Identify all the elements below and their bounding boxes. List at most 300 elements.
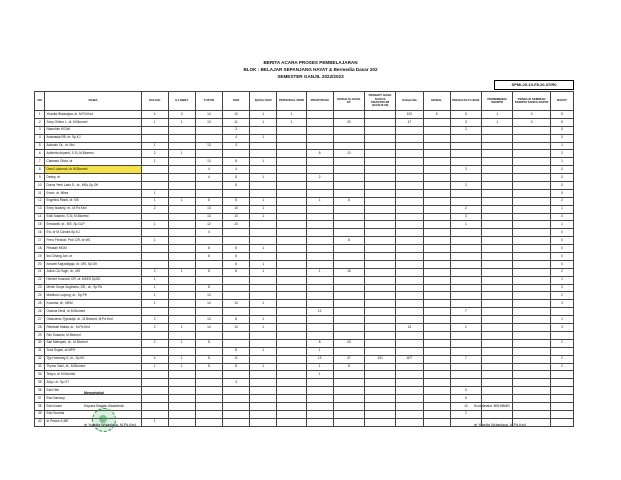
activity-count — [423, 418, 450, 426]
activity-count — [513, 221, 551, 229]
activity-count — [423, 150, 450, 158]
activity-count — [482, 221, 513, 229]
activity-count — [396, 213, 423, 221]
activity-count — [223, 292, 250, 300]
lecturer-name: Ferro Fendrat, Prof. DR, dr MS — [45, 237, 141, 245]
activity-count — [250, 339, 277, 347]
activity-count — [513, 355, 551, 363]
lecturer-name: Ismoeti Karjadidjaja, dr., MS, Sp.GK — [45, 260, 141, 268]
table-row — [35, 166, 574, 174]
activity-count — [396, 363, 423, 371]
row-number: 31 — [35, 347, 45, 355]
activity-count — [306, 118, 333, 126]
activity-count — [365, 134, 396, 142]
lecturer-name: Engelina Rianti, dr. MS — [45, 197, 141, 205]
activity-count: 4 — [223, 134, 250, 142]
activity-count — [365, 245, 396, 253]
activity-count — [141, 347, 168, 355]
activity-count — [333, 260, 364, 268]
activity-count — [423, 213, 450, 221]
activity-count — [277, 158, 306, 166]
activity-count — [450, 331, 481, 339]
activity-count — [396, 245, 423, 253]
row-number: 15 — [35, 221, 45, 229]
activity-count — [333, 229, 364, 237]
lecturer-name: Dewi Lukumah, dr M.Biomed — [45, 166, 141, 174]
activity-count — [450, 347, 481, 355]
activity-count — [513, 158, 551, 166]
activity-count — [141, 213, 168, 221]
activity-count: 12 — [306, 308, 333, 316]
activity-count: 7 — [450, 355, 481, 363]
activity-count — [513, 284, 551, 292]
activity-count: 1 — [482, 111, 513, 119]
activity-count: 3 — [450, 213, 481, 221]
lecturer-name: Rebekah Maida, dr., M.Pd.Ked — [45, 324, 141, 332]
activity-count: 8 — [195, 245, 222, 253]
activity-count — [396, 253, 423, 261]
activity-count — [141, 402, 168, 410]
activity-count — [423, 363, 450, 371]
activity-count: 8 — [306, 150, 333, 158]
activity-count — [223, 410, 250, 418]
activity-count — [250, 253, 277, 261]
lecturer-name: Teslyo, dr M.Biomed — [45, 371, 141, 379]
activity-count: 2 — [141, 316, 168, 324]
activity-count — [450, 197, 481, 205]
activity-count: 3 — [450, 118, 481, 126]
activity-count — [168, 205, 195, 213]
activity-count — [277, 316, 306, 324]
activity-count — [168, 418, 195, 426]
activity-count: 2 — [450, 410, 481, 418]
activity-count — [277, 379, 306, 387]
activity-count — [141, 260, 168, 268]
activity-count — [195, 410, 222, 418]
activity-count — [365, 324, 396, 332]
column-header: IQUAH SGD — [250, 92, 277, 111]
activity-count — [423, 300, 450, 308]
activity-count — [168, 300, 195, 308]
activity-count — [365, 205, 396, 213]
table-row — [35, 245, 574, 253]
activity-count — [223, 150, 250, 158]
activity-count — [365, 111, 396, 119]
activity-count: 407 — [396, 355, 423, 363]
activity-count — [513, 300, 551, 308]
table-row — [35, 189, 574, 197]
activity-count — [513, 324, 551, 332]
activity-count: 20 — [333, 118, 364, 126]
activity-count — [168, 410, 195, 418]
activity-count — [306, 229, 333, 237]
activity-count: 1 — [306, 197, 333, 205]
lecturer-name: Ariyo, dr. Sp.OT — [45, 379, 141, 387]
activity-count — [306, 166, 333, 174]
activity-count — [250, 308, 277, 316]
activity-count: 3 — [223, 142, 250, 150]
activity-count: 1 — [141, 197, 168, 205]
row-number: 19 — [35, 253, 45, 261]
table-row — [35, 324, 574, 332]
row-number: 13 — [35, 205, 45, 213]
activity-count — [396, 284, 423, 292]
table-row — [35, 300, 574, 308]
activity-count — [513, 229, 551, 237]
activity-count: 1 — [250, 363, 277, 371]
activity-count — [450, 260, 481, 268]
lecturer-name: Tomi Sujadi, dr.MPH — [45, 347, 141, 355]
column-header: PENGUJI HI UJIAN — [450, 92, 481, 111]
row-number: 38 — [35, 402, 45, 410]
activity-count — [423, 395, 450, 403]
activity-count: 2 — [450, 126, 481, 134]
activity-count — [277, 347, 306, 355]
activity-count — [423, 237, 450, 245]
activity-count — [396, 221, 423, 229]
lecturer-name: Ermy Iswanty, dr., M.Pd.Ked — [45, 205, 141, 213]
activity-count — [423, 379, 450, 387]
activity-count — [450, 292, 481, 300]
activity-count — [333, 245, 364, 253]
activity-count: 14 — [195, 324, 222, 332]
activity-count — [195, 126, 222, 134]
activity-count — [250, 379, 277, 387]
activity-count — [450, 237, 481, 245]
activity-count: 10 — [223, 205, 250, 213]
activity-count — [513, 245, 551, 253]
activity-count: 15 — [333, 268, 364, 276]
activity-count — [450, 300, 481, 308]
activity-count: 47 — [333, 355, 364, 363]
activity-count: 2 — [141, 339, 168, 347]
activity-count — [396, 418, 423, 426]
activity-count: 13 — [195, 205, 222, 213]
activity-count — [482, 331, 513, 339]
activity-count — [482, 166, 513, 174]
column-header: SOSIAL — [423, 92, 450, 111]
row-number: 28 — [35, 324, 45, 332]
activity-count — [482, 189, 513, 197]
activity-count: 4 — [141, 111, 168, 119]
activity-count — [396, 268, 423, 276]
activity-count — [550, 418, 573, 426]
activity-count: 8 — [223, 260, 250, 268]
activity-count — [513, 189, 551, 197]
row-number: 23 — [35, 284, 45, 292]
lecturer-name: Adonab, Dr., dr. Msi — [45, 142, 141, 150]
activity-count — [223, 189, 250, 197]
lecturer-name: dr Pesius K,ME — [45, 418, 141, 426]
activity-count — [223, 276, 250, 284]
activity-count — [195, 371, 222, 379]
activity-count: 47 — [396, 118, 423, 126]
lecturer-name: Erwin, dr. Mkes — [45, 189, 141, 197]
activity-count — [423, 260, 450, 268]
activity-count — [333, 402, 364, 410]
activity-count — [513, 402, 551, 410]
row-number: 1 — [35, 111, 45, 119]
activity-count: 1 — [550, 158, 573, 166]
activity-count — [306, 331, 333, 339]
activity-count — [333, 158, 364, 166]
activity-count — [223, 387, 250, 395]
activity-count: 6 — [450, 395, 481, 403]
activity-count — [423, 126, 450, 134]
activity-count — [450, 150, 481, 158]
activity-count — [223, 395, 250, 403]
activity-count — [141, 253, 168, 261]
activity-count — [365, 347, 396, 355]
activity-count: 1 — [141, 118, 168, 126]
activity-count: 2 — [550, 355, 573, 363]
activity-count — [141, 410, 168, 418]
activity-count — [333, 410, 364, 418]
activity-count — [396, 410, 423, 418]
activity-count — [277, 387, 306, 395]
activity-count — [482, 379, 513, 387]
activity-count — [141, 395, 168, 403]
row-number: 8 — [35, 166, 45, 174]
activity-count — [396, 402, 423, 410]
activity-count — [306, 387, 333, 395]
activity-count — [450, 276, 481, 284]
activity-count — [168, 260, 195, 268]
activity-count — [513, 308, 551, 316]
activity-count: 1 — [168, 324, 195, 332]
row-number: 17 — [35, 237, 45, 245]
activity-count: 1 — [250, 197, 277, 205]
table-row — [35, 182, 574, 190]
activity-count: 1 — [306, 347, 333, 355]
activity-count — [482, 355, 513, 363]
activity-count — [141, 371, 168, 379]
activity-count — [277, 221, 306, 229]
activity-count — [333, 300, 364, 308]
column-header: PENGUJI SEMINAR SKRIPSI TANDA RAPAT — [513, 92, 551, 111]
activity-count — [250, 189, 277, 197]
activity-count: 5 — [550, 118, 573, 126]
activity-count — [306, 111, 333, 119]
activity-count: 2 — [550, 363, 573, 371]
activity-count: 5 — [550, 111, 573, 119]
table-row — [35, 316, 574, 324]
activity-count: 13 — [396, 324, 423, 332]
activity-count: 8 — [195, 355, 222, 363]
activity-count — [450, 363, 481, 371]
activity-count — [250, 292, 277, 300]
activity-count — [277, 324, 306, 332]
activity-count: 8 — [223, 158, 250, 166]
activity-count: 1 — [141, 276, 168, 284]
right-signatory-name: dr Yuanita Wulanjaya, M.Pd.Ked — [474, 423, 526, 427]
activity-count — [482, 213, 513, 221]
activity-count: 3 — [513, 118, 551, 126]
column-header: KULIAH — [141, 92, 168, 111]
activity-count — [333, 347, 364, 355]
lecturer-name: Destry, dr — [45, 174, 141, 182]
activity-count — [365, 418, 396, 426]
table-row — [35, 118, 574, 126]
column-header: TUTOR — [195, 92, 222, 111]
lecturer-name: Nasrohim M.Didi — [45, 126, 141, 134]
table-row — [35, 284, 574, 292]
activity-count: 8 — [223, 197, 250, 205]
lecturer-name: Octavia Dewi, dr M.Biomed — [45, 308, 141, 316]
lecturer-name: Clarisant Olivia, dr — [45, 158, 141, 166]
activity-count — [482, 308, 513, 316]
activity-count — [168, 284, 195, 292]
activity-count — [250, 371, 277, 379]
activity-count: 0 — [550, 237, 573, 245]
activity-count: 13 — [195, 142, 222, 150]
doc-code-box: SPMI-20-19-F8.20-37/R0 — [494, 80, 574, 90]
activity-count: 2 — [141, 205, 168, 213]
table-row — [35, 331, 574, 339]
row-number: 14 — [35, 213, 45, 221]
activity-count — [195, 260, 222, 268]
activity-count: 2 — [141, 324, 168, 332]
lecturer-name: Ardhetta Ariyanti, S.Si, M.Biomed — [45, 150, 141, 158]
activity-count: 0 — [550, 189, 573, 197]
activity-count — [223, 402, 250, 410]
activity-count — [423, 245, 450, 253]
activity-count — [513, 260, 551, 268]
activity-count — [365, 221, 396, 229]
activity-count — [513, 197, 551, 205]
activity-count — [223, 229, 250, 237]
activity-count — [306, 189, 333, 197]
activity-count — [277, 276, 306, 284]
activity-count — [277, 166, 306, 174]
activity-count — [513, 347, 551, 355]
activity-count — [423, 276, 450, 284]
activity-count — [195, 134, 222, 142]
row-number: 40 — [35, 418, 45, 426]
activity-count — [306, 253, 333, 261]
activity-count — [306, 284, 333, 292]
activity-count — [450, 174, 481, 182]
activity-count — [141, 182, 168, 190]
activity-count — [365, 182, 396, 190]
activity-count — [513, 371, 551, 379]
row-number: 22 — [35, 276, 45, 284]
activity-count: 13 — [195, 158, 222, 166]
column-header: SOSIALIS HASIL KT — [333, 92, 364, 111]
table-row — [35, 134, 574, 142]
activity-count — [482, 205, 513, 213]
activity-count — [513, 387, 551, 395]
activity-count — [482, 268, 513, 276]
activity-count — [450, 316, 481, 324]
activity-count: 1 — [277, 118, 306, 126]
activity-count: 1 — [306, 371, 333, 379]
activity-count: 13 — [195, 118, 222, 126]
activity-count — [306, 316, 333, 324]
activity-count: 4 — [195, 174, 222, 182]
lecturer-name: Tjip Hoedang S, dr., Sp.KK — [45, 355, 141, 363]
activity-count — [365, 268, 396, 276]
activity-count — [250, 182, 277, 190]
row-number: 18 — [35, 245, 45, 253]
activity-count — [333, 371, 364, 379]
activity-count — [365, 363, 396, 371]
activity-count — [306, 395, 333, 403]
activity-count — [223, 284, 250, 292]
activity-count — [482, 150, 513, 158]
activity-count — [450, 189, 481, 197]
activity-count — [250, 284, 277, 292]
activity-count: 3 — [550, 300, 573, 308]
activity-count — [423, 118, 450, 126]
lecturer-name: Kusuma, dr., MKM — [45, 300, 141, 308]
activity-count — [396, 316, 423, 324]
activity-count: 1 — [141, 418, 168, 426]
activity-count: 10 — [223, 213, 250, 221]
activity-count: 1 — [250, 316, 277, 324]
activity-count — [277, 268, 306, 276]
activity-count — [223, 371, 250, 379]
activity-count: 8 — [195, 363, 222, 371]
activity-count: 2 — [550, 339, 573, 347]
activity-count: 11 — [223, 355, 250, 363]
activity-count — [396, 189, 423, 197]
activity-count — [396, 229, 423, 237]
table-row — [35, 260, 574, 268]
activity-count — [482, 410, 513, 418]
activity-count: 2 — [141, 150, 168, 158]
activity-count — [450, 253, 481, 261]
activity-count: 8 — [223, 182, 250, 190]
activity-count — [513, 339, 551, 347]
row-number: 11 — [35, 189, 45, 197]
table-row — [35, 379, 574, 387]
activity-count: 8 — [223, 174, 250, 182]
row-number: 4 — [35, 134, 45, 142]
activity-count — [396, 331, 423, 339]
activity-count — [306, 402, 333, 410]
activity-count — [195, 331, 222, 339]
activity-count — [277, 402, 306, 410]
activity-count — [396, 300, 423, 308]
activity-count — [333, 316, 364, 324]
lecturer-name: Oxtavianto Tjipnadja, dr., M.Biomed, M.Pd.Ked — [45, 316, 141, 324]
activity-count: 3 — [450, 166, 481, 174]
activity-count — [195, 387, 222, 395]
table-row — [35, 229, 574, 237]
activity-count — [168, 402, 195, 410]
activity-count — [277, 134, 306, 142]
activity-count — [482, 134, 513, 142]
activity-count — [396, 166, 423, 174]
activity-count — [141, 229, 168, 237]
activity-count — [277, 418, 306, 426]
activity-count: 11 — [223, 118, 250, 126]
column-header: RAPAT — [550, 92, 573, 111]
activity-count: 2 — [550, 150, 573, 158]
activity-count — [195, 237, 222, 245]
activity-count — [223, 331, 250, 339]
activity-count: 1 — [550, 221, 573, 229]
row-number: 16 — [35, 229, 45, 237]
activity-count — [306, 142, 333, 150]
right-signatory-role: Koordinator BSH/BMD — [474, 404, 510, 408]
table-row — [35, 268, 574, 276]
activity-count — [168, 134, 195, 142]
table-row — [35, 197, 574, 205]
activity-count — [423, 268, 450, 276]
activity-count — [396, 379, 423, 387]
